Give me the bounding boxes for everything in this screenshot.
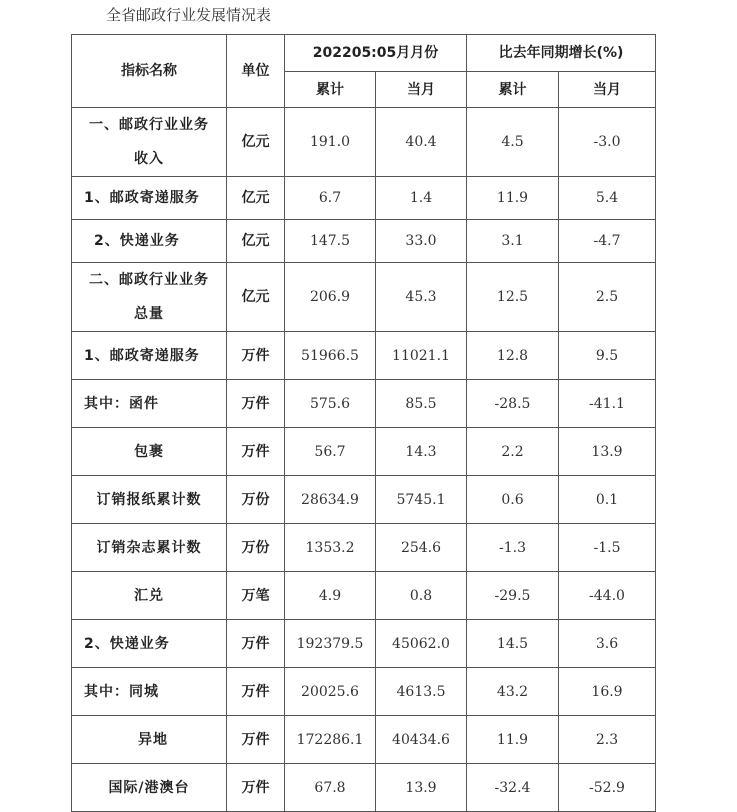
row-cumulative: 6.7: [285, 177, 376, 220]
row-month: 45.3: [376, 263, 467, 332]
row-growth-cumulative: 11.9: [467, 177, 559, 220]
row-name: 2、快递业务: [72, 620, 227, 668]
table-row: [72, 428, 656, 476]
row-growth-month: -44.0: [559, 572, 656, 620]
table-row: [72, 332, 656, 380]
subheader-growth-month: 当月: [559, 72, 656, 108]
subheader-cumulative: 累计: [285, 72, 376, 108]
row-growth-month: -41.1: [559, 380, 656, 428]
table-row: [72, 177, 656, 220]
table-row: [72, 380, 656, 428]
header-period: 202205:05月月份: [285, 35, 467, 72]
row-unit: 万件: [227, 428, 285, 476]
row-month: 33.0: [376, 220, 467, 263]
row-month: 4613.5: [376, 668, 467, 716]
header-growth: 比去年同期增长(%): [467, 35, 656, 72]
row-month: 254.6: [376, 524, 467, 572]
row-unit: 万件: [227, 764, 285, 812]
row-growth-cumulative: 14.5: [467, 620, 559, 668]
row-growth-month: 0.1: [559, 476, 656, 524]
row-name: 订销报纸累计数: [72, 476, 227, 524]
row-unit: 万份: [227, 524, 285, 572]
table-row: [72, 108, 656, 177]
row-month: 5745.1: [376, 476, 467, 524]
row-cumulative: 1353.2: [285, 524, 376, 572]
row-cumulative: 4.9: [285, 572, 376, 620]
table-row: [72, 572, 656, 620]
row-growth-cumulative: -32.4: [467, 764, 559, 812]
row-growth-month: 13.9: [559, 428, 656, 476]
table-row: [72, 764, 656, 812]
row-name: 二、邮政行业业务 总量: [72, 263, 227, 332]
row-growth-month: 16.9: [559, 668, 656, 716]
row-month: 14.3: [376, 428, 467, 476]
subheader-month: 当月: [376, 72, 467, 108]
row-cumulative: 192379.5: [285, 620, 376, 668]
row-unit: 万件: [227, 380, 285, 428]
row-cumulative: 28634.9: [285, 476, 376, 524]
row-growth-month: -52.9: [559, 764, 656, 812]
row-growth-month: 2.5: [559, 263, 656, 332]
row-growth-cumulative: 4.5: [467, 108, 559, 177]
row-growth-cumulative: 2.2: [467, 428, 559, 476]
subheader-growth-cumulative: 累计: [467, 72, 559, 108]
row-month: 13.9: [376, 764, 467, 812]
page-title: 全省邮政行业发展情况表: [106, 6, 272, 24]
row-name: 包裹: [72, 428, 227, 476]
row-growth-month: -4.7: [559, 220, 656, 263]
row-cumulative: 191.0: [285, 108, 376, 177]
row-growth-cumulative: 12.8: [467, 332, 559, 380]
row-growth-cumulative: -28.5: [467, 380, 559, 428]
row-growth-month: 2.3: [559, 716, 656, 764]
row-month: 0.8: [376, 572, 467, 620]
row-growth-cumulative: 12.5: [467, 263, 559, 332]
row-month: 45062.0: [376, 620, 467, 668]
row-unit: 万件: [227, 332, 285, 380]
row-name: 其中：同城: [72, 668, 227, 716]
row-growth-cumulative: 43.2: [467, 668, 559, 716]
row-growth-month: -1.5: [559, 524, 656, 572]
row-cumulative: 67.8: [285, 764, 376, 812]
row-unit: 亿元: [227, 108, 285, 177]
row-month: 1.4: [376, 177, 467, 220]
row-name: 其中：函件: [72, 380, 227, 428]
table-row: [72, 620, 656, 668]
row-unit: 万笔: [227, 572, 285, 620]
row-cumulative: 56.7: [285, 428, 376, 476]
row-unit: 万件: [227, 668, 285, 716]
row-growth-cumulative: 0.6: [467, 476, 559, 524]
row-month: 40.4: [376, 108, 467, 177]
row-name: 国际/港澳台: [72, 764, 227, 812]
table-row: [72, 263, 656, 332]
row-cumulative: 20025.6: [285, 668, 376, 716]
row-cumulative: 575.6: [285, 380, 376, 428]
table-row: [72, 524, 656, 572]
row-growth-cumulative: 3.1: [467, 220, 559, 263]
row-unit: 万件: [227, 716, 285, 764]
table-row: [72, 668, 656, 716]
table-row: [72, 220, 656, 263]
header-indicator-name: 指标名称: [72, 35, 227, 108]
row-unit: 亿元: [227, 177, 285, 220]
row-month: 85.5: [376, 380, 467, 428]
row-name: 订销杂志累计数: [72, 524, 227, 572]
row-cumulative: 206.9: [285, 263, 376, 332]
row-unit: 亿元: [227, 220, 285, 263]
row-growth-cumulative: -1.3: [467, 524, 559, 572]
row-cumulative: 172286.1: [285, 716, 376, 764]
row-month: 11021.1: [376, 332, 467, 380]
row-growth-month: 3.6: [559, 620, 656, 668]
postal-industry-table: [71, 34, 656, 812]
table-row: [72, 716, 656, 764]
row-cumulative: 147.5: [285, 220, 376, 263]
header-row: [72, 35, 656, 72]
header-unit: 单位: [227, 35, 285, 108]
row-growth-cumulative: 11.9: [467, 716, 559, 764]
row-name: 2、快递业务: [72, 220, 227, 263]
row-name: 异地: [72, 716, 227, 764]
row-unit: 万件: [227, 620, 285, 668]
row-name: 一、邮政行业业务 收入: [72, 108, 227, 177]
row-growth-month: 9.5: [559, 332, 656, 380]
table-row: [72, 476, 656, 524]
row-name: 汇兑: [72, 572, 227, 620]
row-growth-cumulative: -29.5: [467, 572, 559, 620]
row-growth-month: 5.4: [559, 177, 656, 220]
row-name: 1、邮政寄递服务: [72, 332, 227, 380]
row-month: 40434.6: [376, 716, 467, 764]
row-growth-month: -3.0: [559, 108, 656, 177]
row-unit: 万份: [227, 476, 285, 524]
row-unit: 亿元: [227, 263, 285, 332]
row-cumulative: 51966.5: [285, 332, 376, 380]
row-name: 1、邮政寄递服务: [72, 177, 227, 220]
